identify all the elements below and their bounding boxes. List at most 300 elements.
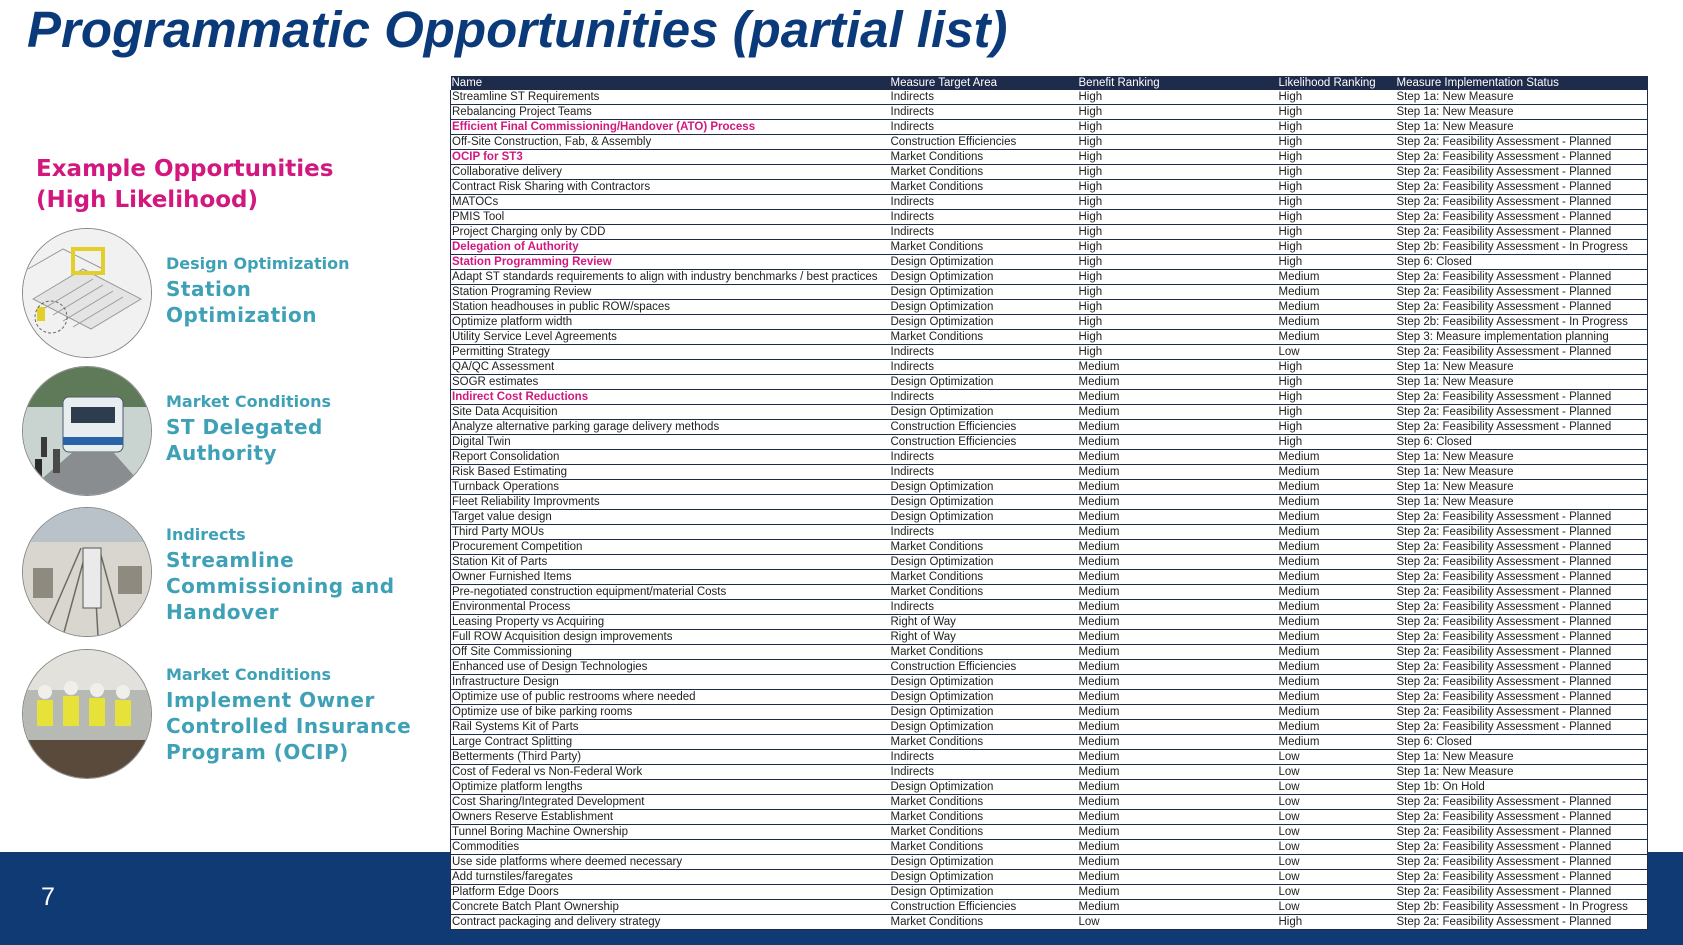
table-row [451, 915, 1648, 930]
table-row [451, 600, 1648, 615]
table-cell-area: Market Conditions [890, 645, 1078, 660]
opportunity-card-streamline-commissioning [20, 507, 420, 642]
table-cell-benefit: High [1078, 165, 1278, 180]
table-cell-benefit: Medium [1078, 855, 1278, 870]
table-cell-benefit: High [1078, 135, 1278, 150]
table-cell-likelihood: Low [1278, 765, 1396, 780]
table-row [451, 450, 1648, 465]
table-cell-status: Step 2a: Feasibility Assessment - Planned [1396, 180, 1648, 195]
table-cell-likelihood: Low [1278, 840, 1396, 855]
table-row [451, 630, 1648, 645]
table-cell-name: Full ROW Acquisition design improvements [451, 630, 890, 645]
table-cell-benefit: Low [1078, 915, 1278, 930]
page-number: 7 [41, 883, 55, 911]
table-cell-area: Indirects [890, 120, 1078, 135]
table-cell-area: Indirects [890, 225, 1078, 240]
example-heading [36, 154, 333, 216]
table-cell-benefit: Medium [1078, 885, 1278, 900]
table-cell-area: Market Conditions [890, 180, 1078, 195]
table-cell-likelihood: Medium [1278, 555, 1396, 570]
table-cell-status: Step 2a: Feasibility Assessment - Planned [1396, 720, 1648, 735]
opportunity-card-st-delegated-authority [20, 366, 420, 501]
table-cell-area: Design Optimization [890, 315, 1078, 330]
table-row [451, 795, 1648, 810]
workers-group-image [22, 649, 152, 779]
table-row [451, 675, 1648, 690]
table-cell-area: Indirects [890, 90, 1078, 105]
table-cell-likelihood: High [1278, 180, 1396, 195]
table-cell-area: Design Optimization [890, 885, 1078, 900]
table-cell-area: Indirects [890, 765, 1078, 780]
table-cell-status: Step 2a: Feasibility Assessment - Planned [1396, 825, 1648, 840]
table-cell-name: Contract Risk Sharing with Contractors [451, 180, 890, 195]
table-cell-status: Step 2a: Feasibility Assessment - Planned [1396, 345, 1648, 360]
table-cell-likelihood: Low [1278, 795, 1396, 810]
table-cell-benefit: High [1078, 105, 1278, 120]
table-cell-name: Contract packaging and delivery strategy [451, 915, 890, 930]
table-cell-benefit: Medium [1078, 555, 1278, 570]
table-cell-area: Indirects [890, 105, 1078, 120]
table-cell-status: Step 2a: Feasibility Assessment - Planned [1396, 390, 1648, 405]
table-cell-name: Fleet Reliability Improvments [451, 495, 890, 510]
table-cell-status: Step 2a: Feasibility Assessment - Planned [1396, 885, 1648, 900]
table-cell-benefit: Medium [1078, 645, 1278, 660]
table-cell-benefit: Medium [1078, 420, 1278, 435]
table-cell-area: Indirects [890, 525, 1078, 540]
table-cell-likelihood: High [1278, 255, 1396, 270]
table-cell-area: Market Conditions [890, 735, 1078, 750]
station-plan-image [22, 228, 152, 358]
table-cell-name: Station Programming Review [451, 255, 890, 270]
table-cell-status: Step 2a: Feasibility Assessment - Planned [1396, 645, 1648, 660]
table-cell-name: Enhanced use of Design Technologies [451, 660, 890, 675]
table-row [451, 255, 1648, 270]
table-cell-likelihood: High [1278, 105, 1396, 120]
table-cell-area: Design Optimization [890, 495, 1078, 510]
table-cell-status: Step 2a: Feasibility Assessment - Planned [1396, 525, 1648, 540]
table-cell-likelihood: Medium [1278, 480, 1396, 495]
table-cell-benefit: High [1078, 225, 1278, 240]
table-cell-area: Market Conditions [890, 915, 1078, 930]
table-cell-area: Indirects [890, 450, 1078, 465]
table-cell-benefit: Medium [1078, 840, 1278, 855]
table-row [451, 525, 1648, 540]
table-cell-name: PMIS Tool [451, 210, 890, 225]
table-row [451, 90, 1648, 105]
table-row [451, 870, 1648, 885]
table-cell-status: Step 2a: Feasibility Assessment - Planned [1396, 855, 1648, 870]
table-row [451, 405, 1648, 420]
table-cell-benefit: Medium [1078, 765, 1278, 780]
table-cell-likelihood: Medium [1278, 600, 1396, 615]
table-cell-benefit: High [1078, 240, 1278, 255]
table-cell-likelihood: High [1278, 150, 1396, 165]
table-cell-likelihood: High [1278, 390, 1396, 405]
table-cell-area: Design Optimization [890, 255, 1078, 270]
table-cell-likelihood: Medium [1278, 690, 1396, 705]
table-cell-name: Digital Twin [451, 435, 890, 450]
table-cell-name: Efficient Final Commissioning/Handover (ATO) Process [451, 120, 890, 135]
table-cell-name: Rebalancing Project Teams [451, 105, 890, 120]
table-cell-status: Step 1a: New Measure [1396, 360, 1648, 375]
table-row [451, 555, 1648, 570]
table-row [451, 285, 1648, 300]
table-cell-area: Market Conditions [890, 585, 1078, 600]
table-cell-status: Step 1a: New Measure [1396, 450, 1648, 465]
rail-yard-image [22, 507, 152, 637]
table-cell-status: Step 2a: Feasibility Assessment - Planned [1396, 555, 1648, 570]
table-cell-likelihood: Low [1278, 345, 1396, 360]
table-cell-name: Delegation of Authority [451, 240, 890, 255]
table-cell-likelihood: High [1278, 225, 1396, 240]
table-cell-area: Design Optimization [890, 870, 1078, 885]
table-cell-benefit: Medium [1078, 480, 1278, 495]
card-category: Market Conditions [166, 665, 331, 684]
table-row [451, 765, 1648, 780]
table-cell-status: Step 2a: Feasibility Assessment - Planned [1396, 585, 1648, 600]
card-category: Indirects [166, 525, 246, 544]
table-cell-benefit: High [1078, 180, 1278, 195]
column-header-target-area: Measure Target Area [890, 76, 1078, 90]
table-cell-name: Platform Edge Doors [451, 885, 890, 900]
table-cell-benefit: Medium [1078, 585, 1278, 600]
table-cell-likelihood: High [1278, 435, 1396, 450]
table-cell-status: Step 1b: On Hold [1396, 780, 1648, 795]
table-cell-status: Step 2a: Feasibility Assessment - Planned [1396, 285, 1648, 300]
table-cell-name: Add turnstiles/faregates [451, 870, 890, 885]
table-cell-status: Step 2a: Feasibility Assessment - Planned [1396, 225, 1648, 240]
table-cell-area: Indirects [890, 195, 1078, 210]
table-cell-benefit: Medium [1078, 540, 1278, 555]
table-row [451, 885, 1648, 900]
table-cell-likelihood: High [1278, 915, 1396, 930]
table-row [451, 465, 1648, 480]
table-cell-name: Owners Reserve Establishment [451, 810, 890, 825]
table-cell-benefit: Medium [1078, 780, 1278, 795]
table-cell-likelihood: Medium [1278, 705, 1396, 720]
table-cell-likelihood: Medium [1278, 450, 1396, 465]
table-cell-benefit: Medium [1078, 660, 1278, 675]
table-cell-status: Step 2a: Feasibility Assessment - Planned [1396, 270, 1648, 285]
table-row [451, 150, 1648, 165]
table-cell-name: Adapt ST standards requirements to align with industry benchmarks / best practices [451, 270, 890, 285]
card-title-line: Station [166, 277, 252, 301]
table-row [451, 855, 1648, 870]
table-row [451, 315, 1648, 330]
opportunity-card-ocip [20, 649, 420, 784]
table-cell-name: Station Programing Review [451, 285, 890, 300]
table-cell-name: Analyze alternative parking garage delivery methods [451, 420, 890, 435]
table-row [451, 375, 1648, 390]
table-cell-status: Step 2a: Feasibility Assessment - Planned [1396, 510, 1648, 525]
table-cell-likelihood: High [1278, 195, 1396, 210]
table-cell-benefit: High [1078, 255, 1278, 270]
table-cell-area: Design Optimization [890, 690, 1078, 705]
card-title-line: Handover [166, 600, 279, 624]
table-cell-benefit: Medium [1078, 810, 1278, 825]
table-row [451, 135, 1648, 150]
table-cell-status: Step 6: Closed [1396, 255, 1648, 270]
table-cell-status: Step 3: Measure implementation planning [1396, 330, 1648, 345]
table-cell-status: Step 2a: Feasibility Assessment - Planned [1396, 660, 1648, 675]
table-row [451, 540, 1648, 555]
table-cell-benefit: Medium [1078, 360, 1278, 375]
card-title-line: Streamline [166, 548, 295, 572]
table-cell-status: Step 2a: Feasibility Assessment - Planned [1396, 420, 1648, 435]
table-cell-benefit: Medium [1078, 510, 1278, 525]
table-cell-status: Step 2b: Feasibility Assessment - In Progress [1396, 315, 1648, 330]
train-platform-image [22, 366, 152, 496]
table-row [451, 180, 1648, 195]
table-row [451, 390, 1648, 405]
table-cell-status: Step 2a: Feasibility Assessment - Planned [1396, 570, 1648, 585]
table-cell-area: Market Conditions [890, 330, 1078, 345]
table-cell-name: Site Data Acquisition [451, 405, 890, 420]
table-row [451, 720, 1648, 735]
table-cell-status: Step 1a: New Measure [1396, 105, 1648, 120]
table-cell-area: Design Optimization [890, 510, 1078, 525]
table-cell-status: Step 2a: Feasibility Assessment - Planned [1396, 540, 1648, 555]
table-cell-benefit: High [1078, 345, 1278, 360]
table-cell-status: Step 2a: Feasibility Assessment - Planned [1396, 150, 1648, 165]
column-header-name: Name [451, 76, 890, 90]
table-cell-name: Collaborative delivery [451, 165, 890, 180]
card-title-line: Authority [166, 441, 278, 465]
table-row [451, 195, 1648, 210]
table-cell-likelihood: High [1278, 360, 1396, 375]
table-cell-status: Step 2a: Feasibility Assessment - Planned [1396, 630, 1648, 645]
table-cell-name: Optimize platform lengths [451, 780, 890, 795]
table-cell-name: Commodities [451, 840, 890, 855]
table-cell-status: Step 2a: Feasibility Assessment - Planned [1396, 795, 1648, 810]
table-cell-area: Indirects [890, 750, 1078, 765]
table-cell-area: Market Conditions [890, 150, 1078, 165]
table-cell-area: Design Optimization [890, 855, 1078, 870]
table-cell-status: Step 2b: Feasibility Assessment - In Progress [1396, 900, 1648, 915]
table-cell-status: Step 2a: Feasibility Assessment - Planned [1396, 210, 1648, 225]
table-row [451, 660, 1648, 675]
table-cell-benefit: Medium [1078, 435, 1278, 450]
table-cell-likelihood: High [1278, 120, 1396, 135]
column-header-likelihood: Likelihood Ranking [1278, 76, 1396, 90]
table-cell-benefit: Medium [1078, 495, 1278, 510]
table-cell-name: Cost Sharing/Integrated Development [451, 795, 890, 810]
table-cell-area: Design Optimization [890, 780, 1078, 795]
table-cell-benefit: High [1078, 210, 1278, 225]
card-category: Market Conditions [166, 392, 331, 411]
table-row [451, 495, 1648, 510]
table-cell-status: Step 1a: New Measure [1396, 480, 1648, 495]
table-cell-status: Step 2a: Feasibility Assessment - Planned [1396, 405, 1648, 420]
table-cell-benefit: Medium [1078, 375, 1278, 390]
table-cell-name: Utility Service Level Agreements [451, 330, 890, 345]
table-cell-area: Design Optimization [890, 270, 1078, 285]
card-title-line: ST Delegated [166, 415, 323, 439]
table-cell-status: Step 2a: Feasibility Assessment - Planned [1396, 840, 1648, 855]
table-cell-area: Design Optimization [890, 375, 1078, 390]
table-cell-status: Step 2a: Feasibility Assessment - Planned [1396, 915, 1648, 930]
table-cell-likelihood: Medium [1278, 615, 1396, 630]
table-cell-benefit: Medium [1078, 600, 1278, 615]
table-row [451, 645, 1648, 660]
table-cell-area: Right of Way [890, 630, 1078, 645]
table-cell-status: Step 2a: Feasibility Assessment - Planned [1396, 675, 1648, 690]
card-title [166, 276, 317, 328]
table-cell-status: Step 2a: Feasibility Assessment - Planned [1396, 135, 1648, 150]
table-cell-area: Indirects [890, 360, 1078, 375]
table-row [451, 120, 1648, 135]
table-cell-name: Owner Furnished Items [451, 570, 890, 585]
table-cell-area: Design Optimization [890, 480, 1078, 495]
table-cell-benefit: Medium [1078, 525, 1278, 540]
table-cell-likelihood: Low [1278, 750, 1396, 765]
table-cell-likelihood: Medium [1278, 645, 1396, 660]
table-cell-area: Market Conditions [890, 540, 1078, 555]
table-row [451, 900, 1648, 915]
table-cell-likelihood: Medium [1278, 570, 1396, 585]
table-row [451, 825, 1648, 840]
table-cell-status: Step 1a: New Measure [1396, 495, 1648, 510]
table-cell-likelihood: High [1278, 420, 1396, 435]
table-cell-area: Right of Way [890, 615, 1078, 630]
table-cell-area: Design Optimization [890, 300, 1078, 315]
table-cell-name: Procurement Competition [451, 540, 890, 555]
table-cell-benefit: High [1078, 270, 1278, 285]
card-title-line: Program (OCIP) [166, 740, 349, 764]
table-row [451, 105, 1648, 120]
table-cell-name: Report Consolidation [451, 450, 890, 465]
table-cell-area: Design Optimization [890, 405, 1078, 420]
table-cell-status: Step 1a: New Measure [1396, 465, 1648, 480]
table-cell-benefit: High [1078, 90, 1278, 105]
table-cell-benefit: Medium [1078, 705, 1278, 720]
table-cell-name: Rail Systems Kit of Parts [451, 720, 890, 735]
table-cell-status: Step 2a: Feasibility Assessment - Planned [1396, 690, 1648, 705]
table-row [451, 420, 1648, 435]
table-cell-area: Design Optimization [890, 285, 1078, 300]
table-cell-likelihood: Low [1278, 885, 1396, 900]
table-cell-status: Step 2a: Feasibility Assessment - Planned [1396, 195, 1648, 210]
table-cell-status: Step 1a: New Measure [1396, 750, 1648, 765]
example-heading-line-2: (High Likelihood) [36, 187, 259, 213]
table-cell-likelihood: High [1278, 405, 1396, 420]
table-cell-name: Turnback Operations [451, 480, 890, 495]
table-cell-status: Step 2a: Feasibility Assessment - Planned [1396, 705, 1648, 720]
table-cell-likelihood: Medium [1278, 315, 1396, 330]
table-cell-name: Environmental Process [451, 600, 890, 615]
table-cell-name: Leasing Property vs Acquiring [451, 615, 890, 630]
table-cell-benefit: High [1078, 315, 1278, 330]
table-cell-benefit: Medium [1078, 735, 1278, 750]
table-cell-likelihood: High [1278, 210, 1396, 225]
table-cell-name: Cost of Federal vs Non-Federal Work [451, 765, 890, 780]
table-cell-benefit: Medium [1078, 570, 1278, 585]
table-cell-benefit: Medium [1078, 870, 1278, 885]
table-cell-likelihood: Medium [1278, 465, 1396, 480]
table-row [451, 510, 1648, 525]
table-cell-area: Market Conditions [890, 825, 1078, 840]
table-cell-likelihood: Medium [1278, 330, 1396, 345]
table-row [451, 435, 1648, 450]
table-cell-benefit: Medium [1078, 690, 1278, 705]
table-cell-status: Step 2b: Feasibility Assessment - In Progress [1396, 240, 1648, 255]
table-row [451, 345, 1648, 360]
table-cell-status: Step 6: Closed [1396, 435, 1648, 450]
table-cell-likelihood: Low [1278, 810, 1396, 825]
table-cell-likelihood: Medium [1278, 735, 1396, 750]
table-cell-likelihood: High [1278, 240, 1396, 255]
table-cell-name: Station Kit of Parts [451, 555, 890, 570]
card-title [166, 414, 323, 466]
table-cell-benefit: Medium [1078, 615, 1278, 630]
table-cell-name: Optimize use of public restrooms where needed [451, 690, 890, 705]
table-cell-likelihood: Medium [1278, 285, 1396, 300]
table-row [451, 300, 1648, 315]
table-cell-area: Indirects [890, 345, 1078, 360]
table-cell-area: Indirects [890, 465, 1078, 480]
table-cell-name: MATOCs [451, 195, 890, 210]
card-title-line: Optimization [166, 303, 317, 327]
table-row [451, 615, 1648, 630]
table-cell-name: OCIP for ST3 [451, 150, 890, 165]
table-cell-name: Optimize use of bike parking rooms [451, 705, 890, 720]
table-cell-name: QA/QC Assessment [451, 360, 890, 375]
table-cell-likelihood: Medium [1278, 720, 1396, 735]
table-cell-area: Market Conditions [890, 570, 1078, 585]
table-cell-name: Pre-negotiated construction equipment/material Costs [451, 585, 890, 600]
table-cell-name: Concrete Batch Plant Ownership [451, 900, 890, 915]
table-cell-likelihood: Medium [1278, 660, 1396, 675]
table-cell-likelihood: Medium [1278, 630, 1396, 645]
table-cell-name: Off Site Commissioning [451, 645, 890, 660]
table-cell-likelihood: Low [1278, 825, 1396, 840]
table-cell-area: Indirects [890, 390, 1078, 405]
table-cell-area: Indirects [890, 600, 1078, 615]
table-cell-likelihood: Low [1278, 870, 1396, 885]
table-cell-benefit: Medium [1078, 390, 1278, 405]
table-row [451, 570, 1648, 585]
table-row [451, 330, 1648, 345]
table-row [451, 780, 1648, 795]
table-cell-area: Market Conditions [890, 240, 1078, 255]
table-cell-area: Market Conditions [890, 165, 1078, 180]
table-cell-name: Tunnel Boring Machine Ownership [451, 825, 890, 840]
table-cell-area: Design Optimization [890, 675, 1078, 690]
table-cell-area: Construction Efficiencies [890, 900, 1078, 915]
table-row [451, 225, 1648, 240]
table-cell-likelihood: Low [1278, 855, 1396, 870]
table-row [451, 840, 1648, 855]
table-row [451, 690, 1648, 705]
table-cell-status: Step 1a: New Measure [1396, 765, 1648, 780]
table-cell-status: Step 1a: New Measure [1396, 120, 1648, 135]
table-cell-likelihood: Medium [1278, 525, 1396, 540]
table-cell-benefit: Medium [1078, 825, 1278, 840]
table-cell-likelihood: Medium [1278, 675, 1396, 690]
table-header-row [451, 76, 1648, 90]
table-cell-status: Step 1a: New Measure [1396, 375, 1648, 390]
table-row [451, 480, 1648, 495]
table-cell-name: Third Party MOUs [451, 525, 890, 540]
table-cell-benefit: Medium [1078, 450, 1278, 465]
table-cell-status: Step 2a: Feasibility Assessment - Planned [1396, 600, 1648, 615]
table-cell-likelihood: High [1278, 165, 1396, 180]
table-cell-name: Off-Site Construction, Fab, & Assembly [451, 135, 890, 150]
table-cell-benefit: Medium [1078, 720, 1278, 735]
example-heading-line-1: Example Opportunities [36, 156, 334, 182]
table-cell-name: Streamline ST Requirements [451, 90, 890, 105]
table-row [451, 240, 1648, 255]
